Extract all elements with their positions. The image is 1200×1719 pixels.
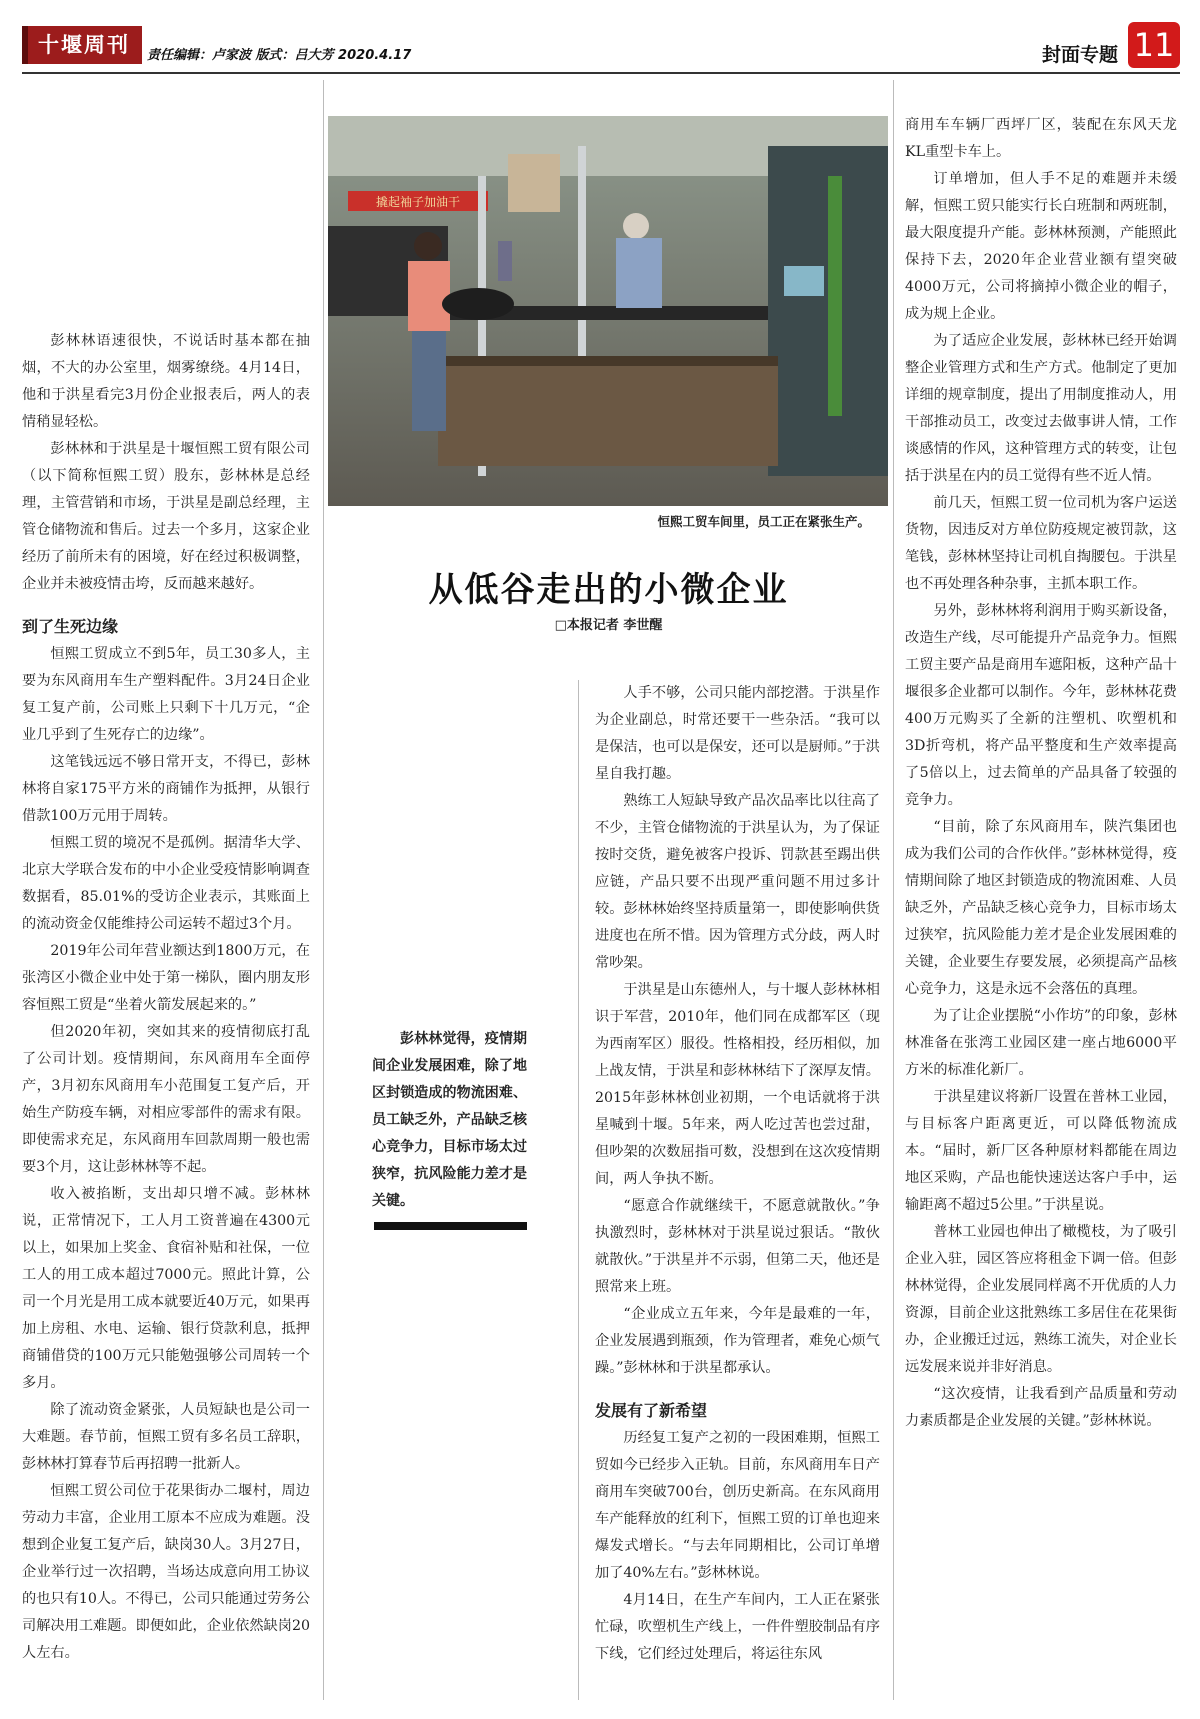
factory-photo-illustration — [328, 116, 888, 506]
factory-photo — [328, 116, 888, 506]
section-heading: 到了生死边缘 — [22, 617, 119, 636]
masthead: 十堰周刊 — [22, 26, 142, 64]
article-column-1 — [22, 328, 310, 1667]
worker-head — [414, 232, 442, 260]
article-paragraph: 2019年公司年营业额达到1800万元，在张湾区小微企业中处于第一梯队，圈内朋友形容恒熙工贸是“坐着火箭发展起来的。” — [22, 943, 310, 1013]
article-paragraph: 订单增加，但人手不足的难题并未缓解，恒熙工贸只能实行长白班制和两班制，最大限度提升产能。彭林林预测，产能照此保持下去，2020年企业营业额有望突破4000万元，公司将摘掉小微企业的帽子，成为规上企业。 — [905, 171, 1177, 322]
article-paragraph: “企业成立五年来，今年是最难的一年，企业发展遇到瓶颈，作为管理者，难免心烦气躁。”彭林林和于洪星都承认。 — [595, 1306, 880, 1376]
section-heading: 发展有了新希望 — [595, 1401, 708, 1420]
article-paragraph: “目前，除了东风商用车，陕汽集团也成为我们公司的合作伙伴。”彭林林觉得，疫情期间除了地区封锁造成的物流困难、人员缺乏外，产品缺乏核心竞争力，目标市场太过狭窄，抗风险能力差才是企业发展困难的关键，企业要生存要发展，必须提高产品核心竞争力，这是永远不会落伍的真理。 — [905, 819, 1177, 997]
article-paragraph: 另外，彭林林将利润用于购买新设备，改造生产线，尽可能提升产品竞争力。恒熙工贸主要产品是商用车遮阳板，这种产品十堰很多企业都可以制作。今年，彭林林花费400万元购买了全新的注塑机、吹塑机和3D折弯机，将产品平整度和生产效率提高了5倍以上，过去简单的产品具备了较强的竞争力。 — [905, 603, 1177, 808]
column-divider — [893, 80, 894, 1700]
article-paragraph: 除了流动资金紧张，人员短缺也是公司一大难题。春节前，恒熙工贸有多名员工辞职，彭林林打算春节后再招聘一批新人。 — [22, 1402, 310, 1472]
article-paragraph: 于洪星建议将新厂设置在普林工业园，与目标客户距离更近，可以降低物流成本。“届时，新厂区各种原材料都能在周边地区采购，产品也能快速送达客户手中，运输距离不超过5公里。”于洪星说。 — [905, 1089, 1177, 1213]
edit-info: 责任编辑：卢家波 版式：吕大芳 2020.4.17 — [147, 48, 412, 63]
article-paragraph: 恒熙工贸公司位于花果街办二堰村，周边劳动力丰富，企业用工原本不应成为难题。没想到企业复工复产后，缺岗30人。3月27日，企业举行过一次招聘，当场达成意向用工协议的也只有10人。不得已，公司只能通过劳务公司解决用工难题。即便如此，企业依然缺岗20人左右。 — [22, 1483, 310, 1661]
article-paragraph: 为了适应企业发展，彭林林已经开始调整企业管理方式和生产方式。他制定了更加详细的规章制度，提出了用制度推动人，用干部推动员工，改变过去做事讲人情，工作谈感情的作风，这种管理方式的转变，让包括于洪星在内的员工觉得有些不近人情。 — [905, 333, 1177, 484]
article-paragraph: 恒熙工贸成立不到5年，员工30多人，主要为东风商用车生产塑料配件。3月24日企业复工复产前，公司账上只剩下十几万元，“企业几乎到了生死存亡的边缘”。 — [22, 646, 310, 743]
article-paragraph: 彭林林语速很快，不说话时基本都在抽烟，不大的办公室里，烟雾缭绕。4月14日，他和于洪星看完3月份企业报表后，两人的表情稍显轻松。 — [22, 333, 310, 430]
article-paragraph: 收入被掐断，支出却只增不减。彭林林说，正常情况下，工人月工资普遍在4300元以上，如果加上奖金、食宿补贴和社保，一位工人的用工成本超过7000元。照此计算，公司一个月光是用工成本就要近40万元，如果再加上房租、水电、运输、银行贷款利息，抵押商铺借贷的100万元只能勉强够公司周转一个多月。 — [22, 1186, 310, 1391]
article-paragraph: 4月14日，在生产车间内，工人正在紧张忙碌，吹塑机生产线上，一件件塑胶制品有序下线，它们经过处理后，将运往东风 — [595, 1592, 880, 1662]
worker-body — [408, 261, 450, 331]
article-paragraph: 为了让企业摆脱“小作坊”的印象，彭林林准备在张湾工业园区建一座占地6000平方米的标准化新厂。 — [905, 1008, 1177, 1078]
article-paragraph: 彭林林和于洪星是十堰恒熙工贸有限公司（以下简称恒熙工贸）股东，彭林林是总经理，主管营销和市场，于洪星是副总经理，主管仓储物流和售后。过去一个多月，这家企业经历了前所未有的困境，好在经过积极调整，企业并未被疫情击垮，反而越来越好。 — [22, 441, 310, 592]
article-title: 从低谷走出的小微企业 — [428, 570, 789, 610]
article-paragraph: 于洪星是山东德州人，与十堰人彭林林相识于军营，2010年，他们同在成都军区（现为西南军区）服役。性格相投，经历相似，加上战友情，于洪星和彭林林结下了深厚友情。2015年彭林林创业初期，一个电话就将于洪星喊到十堰。5年来，两人吃过苦也尝过甜，但吵架的次数屈指可数，没想到在这次疫情期间，两人争执不断。 — [595, 982, 880, 1187]
workbench — [438, 356, 778, 466]
article-column-3 — [905, 112, 1177, 1435]
article-paragraph: 普林工业园也伸出了橄榄枝，为了吸引企业入驻，园区答应将租金下调一倍。但彭林林觉得，企业发展同样离不开优质的人力资源，目前企业这批熟练工多居住在花果街办，企业搬迁过远，熟练工流失，对企业长远发展来说并非好消息。 — [905, 1224, 1177, 1375]
page-number: 11 — [1128, 22, 1180, 68]
header-rule — [22, 72, 1180, 74]
article-byline: □本报记者 李世醒 — [554, 618, 663, 633]
pull-quote-bar — [374, 1222, 527, 1230]
article-paragraph: “愿意合作就继续干，不愿意就散伙。”争执激烈时，彭林林对于洪星说过狠话。“散伙就散伙。”于洪星并不示弱，但第二天，他还是照常来上班。 — [595, 1198, 880, 1295]
article-paragraph: 但2020年初，突如其来的疫情彻底打乱了公司计划。疫情期间，东风商用车全面停产，3月初东风商用车小范围复工复产后，开始生产防疫车辆，对相应零部件的需求有限。即使需求充足，东风商用车回款周期一般也需要3个月，这让彭林林等不起。 — [22, 1024, 310, 1175]
article-paragraph: 恒熙工贸的境况不是孤例。据清华大学、北京大学联合发布的中小企业受疫情影响调查数据看，85.01%的受访企业表示，其账面上的流动资金仅能维持公司运转不超过3个月。 — [22, 835, 310, 932]
article-paragraph: 历经复工复产之初的一段困难期，恒熙工贸如今已经步入正轨。目前，东风商用车日产商用车突破700台，创历史新高。在东风商用车产能释放的红利下，恒熙工贸的订单也迎来爆发式增长。“与去年同期相比，公司订单增加了40%左右。”彭林林说。 — [595, 1430, 880, 1581]
article-paragraph: 商用车车辆厂西坪厂区，装配在东风天龙KL重型卡车上。 — [905, 117, 1177, 160]
worker-head — [623, 213, 649, 239]
banner-text: 撬起袖子加油干 — [375, 195, 461, 209]
article-paragraph: “这次疫情，让我看到产品质量和劳动力素质都是企业发展的关键。”彭林林说。 — [905, 1386, 1177, 1429]
page-header — [22, 22, 1180, 72]
pull-quote: 彭林林觉得，疫情期间企业发展困难，除了地区封锁造成的物流困难、员工缺乏外，产品缺乏核心竞争力，目标市场太过狭窄，抗风险能力差才是关键。 — [372, 1031, 527, 1209]
article-paragraph: 前几天，恒熙工贸一位司机为客户运送货物，因违反对方单位防疫规定被罚款，这笔钱，彭林林坚持让司机自掏腰包。于洪星也不再处理各种杂事，主抓本职工作。 — [905, 495, 1177, 592]
photo-caption: 恒熙工贸车间里，员工正在紧张生产。 — [657, 514, 870, 529]
article-paragraph: 这笔钱远远不够日常开支，不得已，彭林林将自家175平方米的商铺作为抵押，从银行借款100万元用于周转。 — [22, 754, 310, 824]
article-column-2 — [595, 680, 880, 1668]
article-paragraph: 熟练工人短缺导致产品次品率比以往高了不少，主管仓储物流的于洪星认为，为了保证按时交货，避免被客户投诉、罚款甚至踢出供应链，产品只要不出现严重问题不用过多计较。彭林林始终坚持质量第一，即使影响供货进度也在所不惜。因为管理方式分歧，两人时常吵架。 — [595, 793, 880, 971]
column-divider — [323, 80, 324, 1700]
article-paragraph: 人手不够，公司只能内部挖潜。于洪星作为企业副总，时常还要干一些杂活。“我可以是保洁，也可以是保安，还可以是厨师。”于洪星自我打趣。 — [595, 685, 880, 782]
worker-body — [616, 238, 662, 308]
section-title: 封面专题 — [1041, 44, 1118, 66]
column-divider — [578, 680, 579, 1700]
